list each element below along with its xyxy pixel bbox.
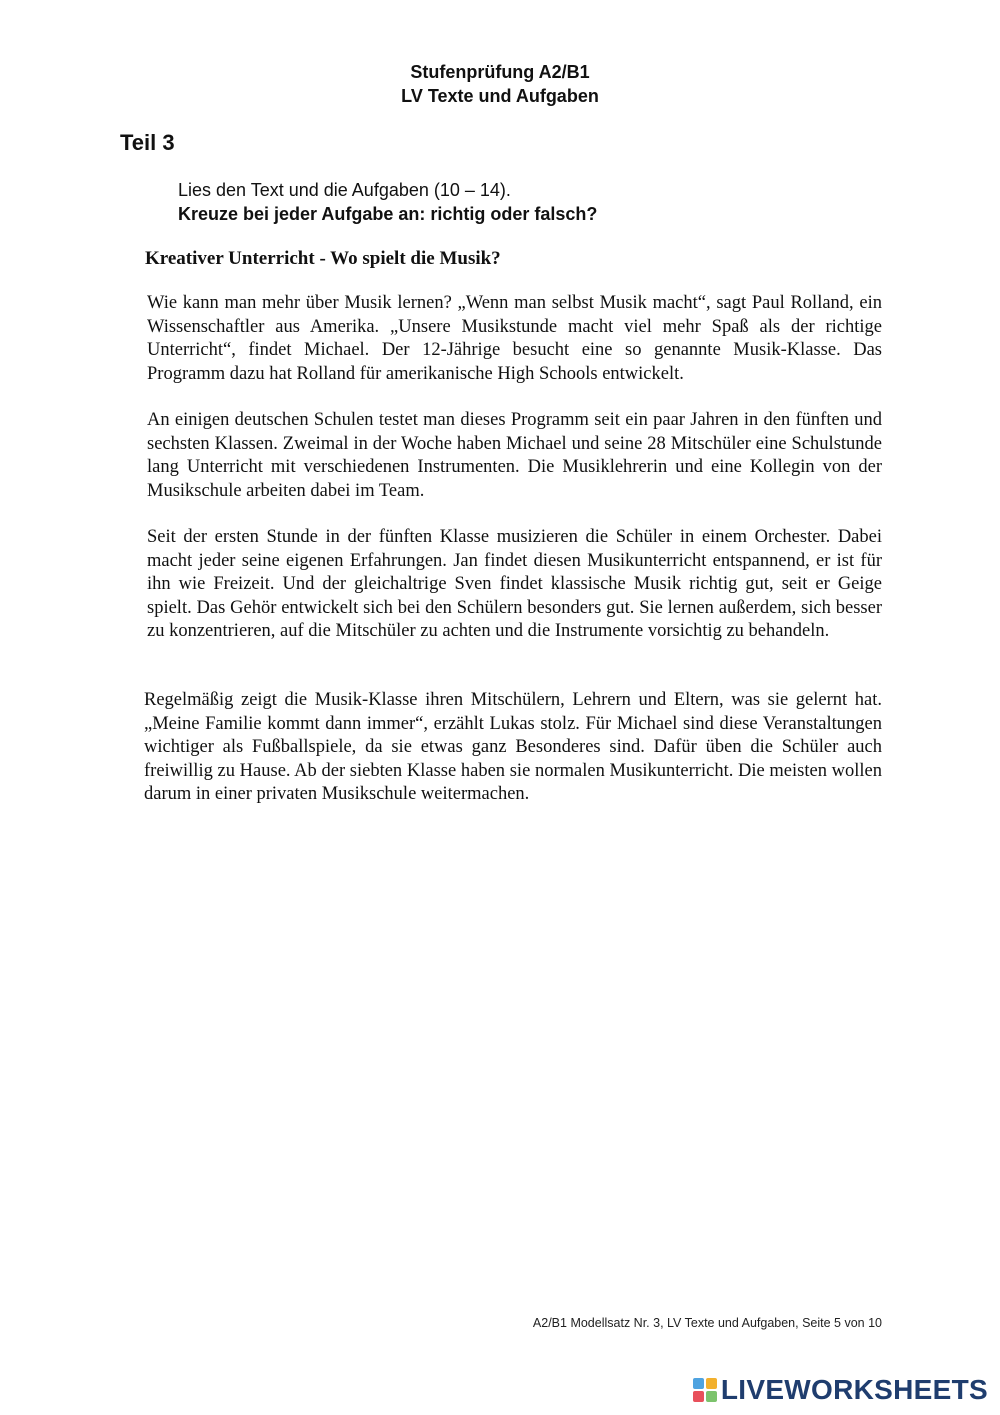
logo-square-3: [693, 1391, 704, 1402]
instruction-read: Lies den Text und die Aufgaben (10 – 14).: [178, 180, 511, 200]
header-subtitle: LV Texte und Aufgaben: [401, 86, 599, 106]
task-instructions: [178, 178, 597, 226]
article-paragraph-2: An einigen deutschen Schulen testet man dieses Programm seit ein paar Jahren in den fünften und sechsten Klassen. Zweimal in der Woche haben Michael und seine 28 Mitschüler eine Schulstunde lang Unterricht mit verschiedenen Instrumenten. Die Musiklehrerin und eine Kollegin von der Musikschule arbeiten dabei im Team.: [147, 410, 882, 501]
liveworksheets-brand: [693, 1374, 988, 1406]
article-paragraph-1: Wie kann man mehr über Musik lernen? „Wenn man selbst Musik macht“, sagt Paul Rolland, ein Wissenschaftler aus Amerika. „Unsere Musikstunde macht viel mehr Spaß als der richtige Unterricht“, findet Michael. Der 12-Jährige besucht eine so genannte Musik-Klasse. Das Programm dazu hat Rolland für amerikanische High Schools entwickelt.: [147, 293, 882, 384]
instruction-mark: Kreuze bei jeder Aufgabe an: richtig oder falsch?: [178, 204, 598, 224]
article-title: Kreativer Unterricht - Wo spielt die Musik?: [145, 248, 501, 269]
liveworksheets-logo-icon: [693, 1378, 717, 1402]
page-footer: A2/B1 Modellsatz Nr. 3, LV Texte und Aufgaben, Seite 5 von 10: [532, 1316, 882, 1330]
logo-square-1: [693, 1378, 704, 1389]
header-exam-title: Stufenprüfung A2/B1: [410, 62, 590, 82]
page-header: [0, 60, 1000, 108]
logo-square-2: [706, 1378, 717, 1389]
article-paragraph-4: Regelmäßig zeigt die Musik-Klasse ihren Mitschülern, Lehrern und Eltern, was sie gelernt hat. „Meine Familie kommt dann immer“, erzählt Lukas stolz. Für Michael sind diese Veranstaltungen wichtiger als Fußballspiele, da sie etwas ganz Besonderes sind. Dafür üben die Schüler auch freiwillig zu Hause. Ab der siebten Klasse haben sie normalen Musikunterricht. Die meisten wollen darum in einer privaten Musikschule weitermachen.: [144, 690, 882, 805]
section-title: Teil 3: [120, 130, 175, 155]
article-paragraph-3: Seit der ersten Stunde in der fünften Klasse musizieren die Schüler in einem Orchester. Dabei macht jeder seine eigenen Erfahrungen. Jan findet diesen Musikunterricht entspannend, er ist für ihn wie Freizeit. Und der gleichaltrige Sven findet klassische Musik richtig gut, seit er Geige spielt. Das Gehör entwickelt sich bei den Schülern besonders gut. Sie lernen außerdem, sich besser zu konzentrieren, auf die Mitschüler zu achten und die Instrumente vorsichtig zu behandeln.: [147, 527, 882, 642]
brand-name: LIVEWORKSHEETS: [720, 1374, 988, 1405]
logo-square-4: [706, 1391, 717, 1402]
